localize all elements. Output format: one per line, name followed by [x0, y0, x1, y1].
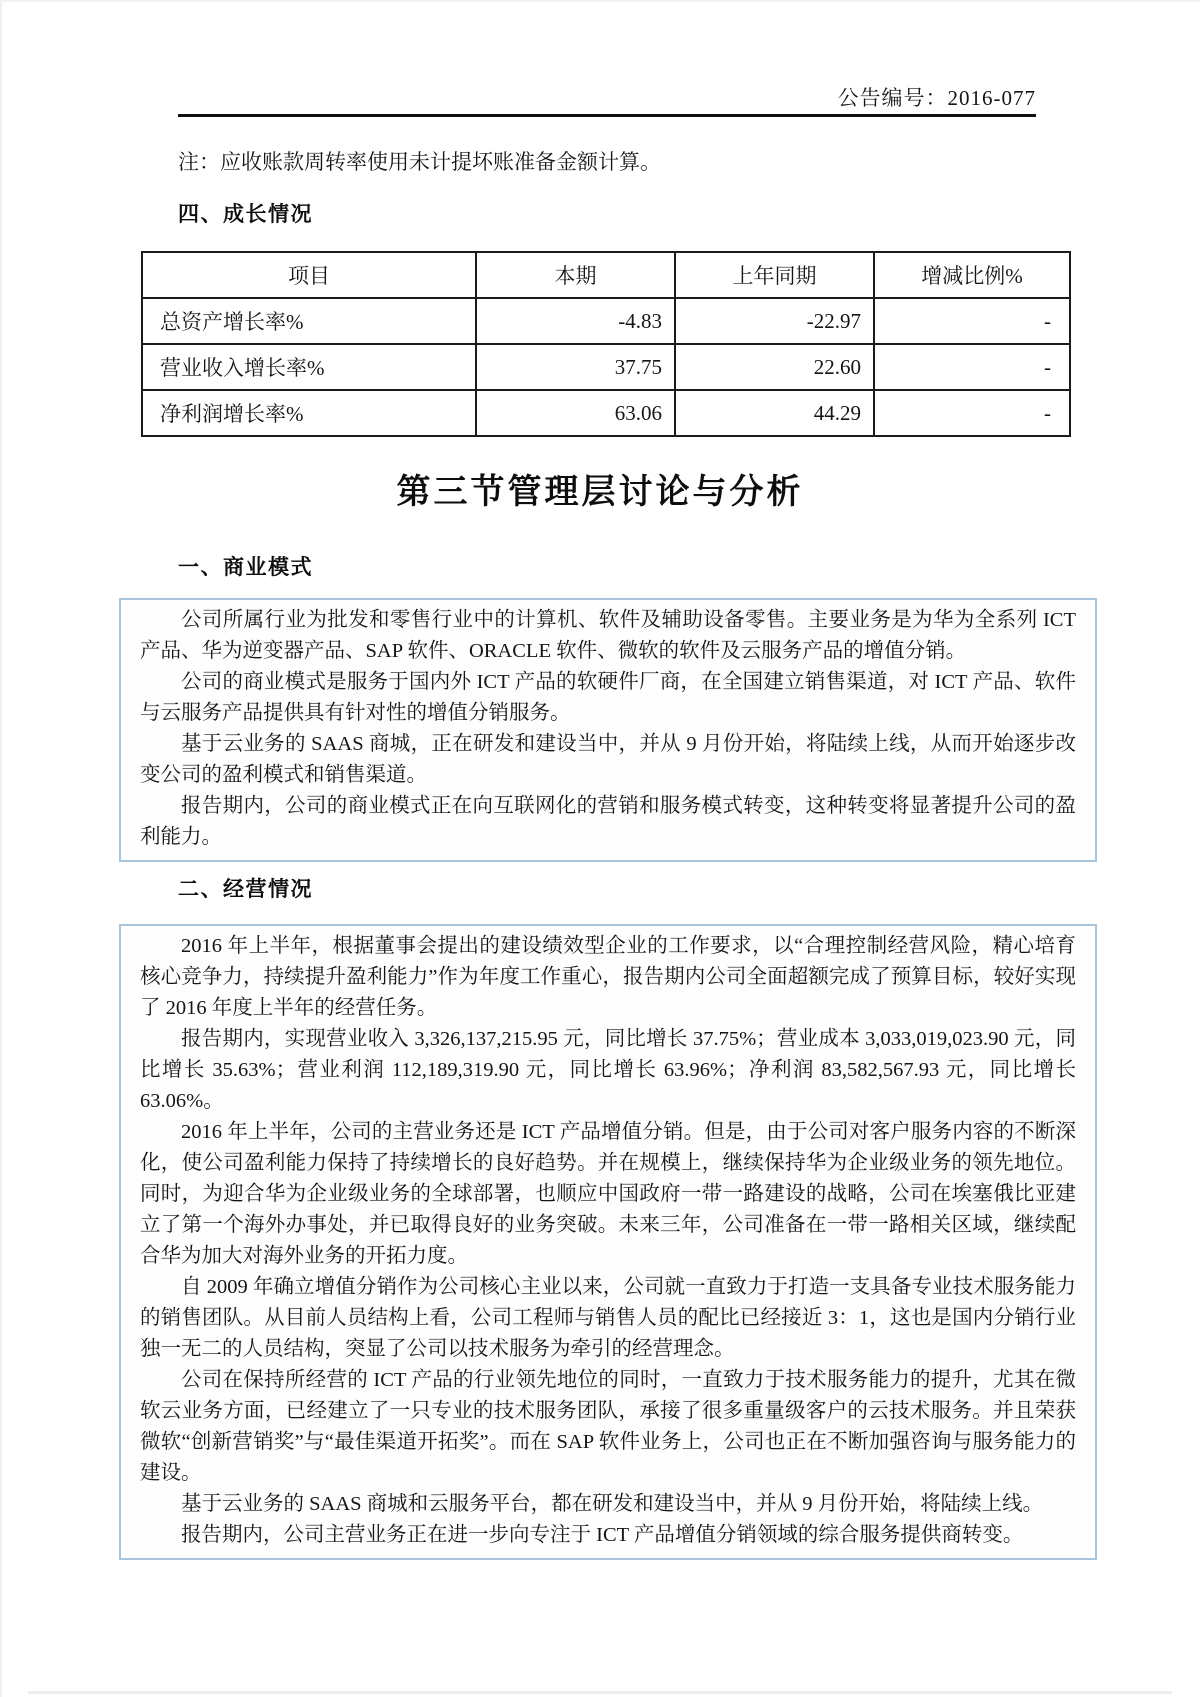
cell-current: -4.83 [476, 298, 675, 344]
business-model-textbox [119, 598, 1097, 862]
cell-current: 63.06 [476, 390, 675, 436]
paragraph: 报告期内，公司主营业务正在进一步向专注于 ICT 产品增值分销领域的综合服务提供商转变。 [181, 1524, 1024, 1546]
cell-change: - [874, 298, 1070, 344]
paragraph: 公司的商业模式是服务于国内外 ICT 产品的软硬件厂商，在全国建立销售渠道，对 ICT 产品、软件与云服务产品提供具有针对性的增值分销服务。 [140, 671, 1076, 724]
table-row [142, 344, 1070, 390]
operations-heading: 二、经营情况 [178, 878, 313, 901]
paragraph: 2016 年上半年，根据董事会提出的建设绩效型企业的工作要求，以“合理控制经营风险，精心培育核心竞争力，持续提升盈利能力”作为年度工作重心，报告期内公司全面超额完成了预算目标，较好实现了 2016 年度上半年的经营任务。 [140, 935, 1076, 1019]
cell-change: - [874, 344, 1070, 390]
operations-textbox [119, 924, 1097, 1560]
table-header-row [142, 252, 1070, 298]
chapter-title: 第三节管理层讨论与分析 [396, 474, 804, 511]
growth-section-heading: 四、成长情况 [178, 203, 313, 226]
column-header-item: 项目 [142, 252, 476, 298]
page-edge-top [0, 0, 1200, 2]
cell-prior: 22.60 [675, 344, 874, 390]
header-rule [178, 114, 1036, 117]
column-header-change: 增减比例% [874, 252, 1070, 298]
cell-item: 总资产增长率% [142, 298, 476, 344]
paragraph: 2016 年上半年，公司的主营业务还是 ICT 产品增值分销。但是，由于公司对客户服务内容的不断深化，使公司盈利能力保持了持续增长的良好趋势。并在规模上，继续保持华为企业级业务的领先地位。同时，为迎合华为企业级业务的全球部署，也顺应中国政府一带一路建设的战略，公司在埃塞俄比亚建立了第一个海外办事处，并已取得良好的业务突破。未来三年，公司准备在一带一路相关区域，继续配合华为加大对海外业务的开拓力度。 [140, 1121, 1076, 1267]
cell-item: 营业收入增长率% [142, 344, 476, 390]
growth-table [141, 251, 1071, 437]
paragraph: 公司所属行业为批发和零售行业中的计算机、软件及辅助设备零售。主要业务是为华为全系列 ICT 产品、华为逆变器产品、SAP 软件、ORACLE 软件、微软的软件及云服务产品的增值分销。 [140, 609, 1076, 662]
cell-change: - [874, 390, 1070, 436]
business-model-heading: 一、商业模式 [178, 556, 313, 579]
column-header-prior: 上年同期 [675, 252, 874, 298]
announcement-number: 公告编号：2016-077 [837, 86, 1036, 110]
cell-prior: 44.29 [675, 390, 874, 436]
table-row [142, 298, 1070, 344]
paragraph: 报告期内，公司的商业模式正在向互联网化的营销和服务模式转变，这种转变将显著提升公司的盈利能力。 [140, 795, 1076, 848]
paragraph: 报告期内，实现营业收入 3,326,137,215.95 元，同比增长 37.75%；营业成本 3,033,019,023.90 元，同比增长 35.63%；营业利润 112,189,319.90 元，同比增长 63.96%；净利润 83,582,567.93 元，同比增长 63.06%。 [140, 1028, 1076, 1112]
paragraph: 基于云业务的 SAAS 商城和云服务平台，都在研发和建设当中，并从 9 月份开始，将陆续上线。 [181, 1493, 1044, 1515]
paragraph: 自 2009 年确立增值分销作为公司核心主业以来，公司就一直致力于打造一支具备专业技术服务能力的销售团队。从目前人员结构上看，公司工程师与销售人员的配比已经接近 3：1，这也是国内分销行业独一无二的人员结构，突显了公司以技术服务为牵引的经营理念。 [140, 1276, 1076, 1360]
paragraph: 公司在保持所经营的 ICT 产品的行业领先地位的同时，一直致力于技术服务能力的提升，尤其在微软云业务方面，已经建立了一只专业的技术服务团队，承接了很多重量级客户的云技术服务。并且荣获微软“创新营销奖”与“最佳渠道开拓奖”。而在 SAP 软件业务上，公司也正在不断加强咨询与服务能力的建设。 [140, 1369, 1076, 1484]
paragraph: 基于云业务的 SAAS 商城，正在研发和建设当中，并从 9 月份开始，将陆续上线，从而开始逐步改变公司的盈利模式和销售渠道。 [140, 733, 1076, 786]
column-header-current: 本期 [476, 252, 675, 298]
cell-item: 净利润增长率% [142, 390, 476, 436]
page-edge-left [0, 0, 2, 1697]
table-row [142, 390, 1070, 436]
note-text: 注：应收账款周转率使用未计提坏账准备金额计算。 [178, 150, 661, 174]
page-edge-bottom [28, 1691, 1172, 1694]
cell-prior: -22.97 [675, 298, 874, 344]
cell-current: 37.75 [476, 344, 675, 390]
